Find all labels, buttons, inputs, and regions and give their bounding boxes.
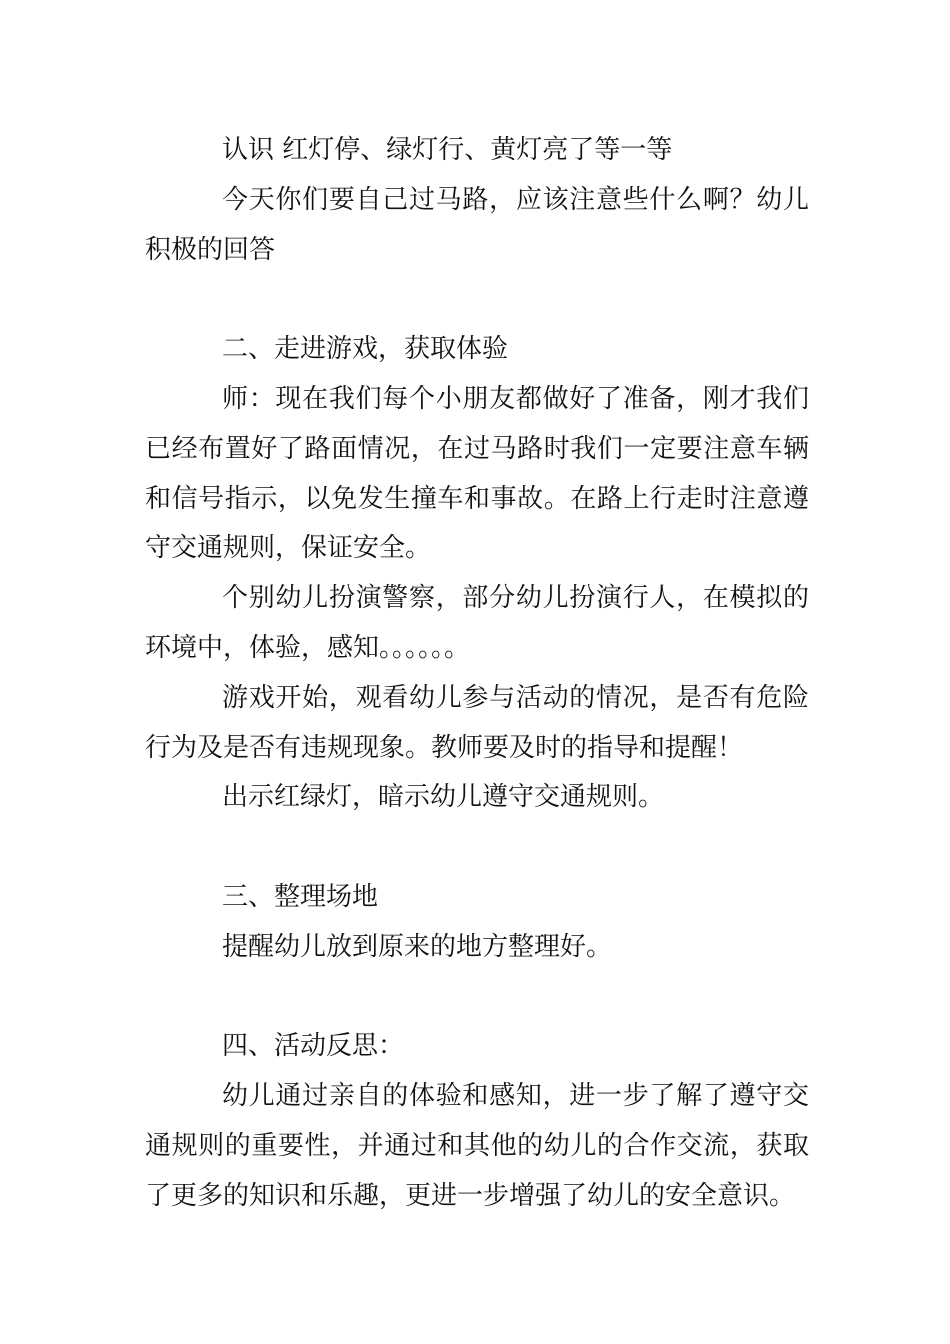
paragraph-traffic-light-rule: 认识 红灯停、绿灯行、黄灯亮了等一等 [222,135,673,165]
paragraph-gap [145,973,809,1023]
paragraph-reflection: 幼儿通过亲自的体验和感知，进一步了解了遵守交通规则的重要性，并通过和其他的幼儿的合作交流，获取了更多的知识和乐趣，更进一步增强了幼儿的安全意识。 [145,1081,809,1211]
paragraph-game-start: 游戏开始，观看幼儿参与活动的情况，是否有危险行为及是否有违规现象。教师要及时的指导和提醒！ [145,682,809,763]
section-heading-reflection: 四、活动反思： [222,1031,405,1062]
paragraph-crossing-question: 今天你们要自己过马路，应该注意些什么啊？幼儿积极的回答 [145,184,809,265]
document-body [145,126,809,1222]
paragraph-show-traffic-light: 出示红绿灯，暗示幼儿遵守交通规则。 [222,782,665,813]
paragraph-gap [145,823,809,873]
paragraph-tidy-reminder: 提醒幼儿放到原来的地方整理好。 [222,931,613,962]
paragraph-teacher-instruction: 师：现在我们每个小朋友都做好了准备，刚才我们已经布置好了路面情况，在过马路时我们一定要注意车辆和信号指示，以免发生撞车和事故。在路上行走时注意遵守交通规则，保证安全。 [145,383,809,564]
paragraph-role-play: 个别幼儿扮演警察，部分幼儿扮演行人，在模拟的环境中，体验，感知。。。。。。 [145,583,809,663]
section-heading-tidy-up: 三、整理场地 [222,881,379,912]
paragraph-gap [145,275,809,325]
section-heading-game: 二、走进游戏，获取体验 [222,334,509,365]
